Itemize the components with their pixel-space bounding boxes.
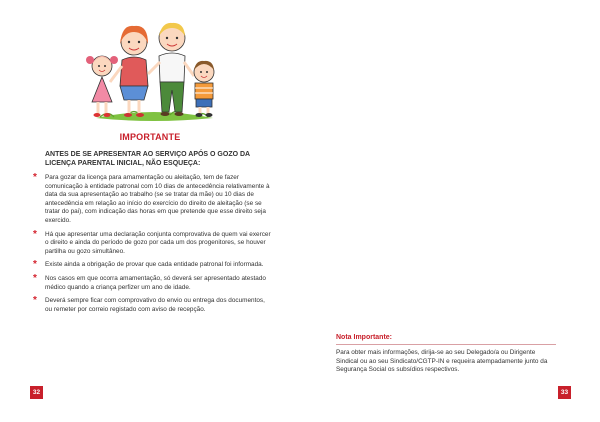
list-item <box>33 228 271 257</box>
note-text: Para obter mais informações, dirija-se ao seu Delegado/a ou Dirigente Sindical ou ao seu Sindicato/CGTP-IN e requeira atempadamente junto da Segurança Social os subsídios respectivos. <box>336 349 548 374</box>
list-item <box>33 272 271 292</box>
important-note <box>336 334 556 375</box>
note-title: Nota Importante: <box>336 334 556 345</box>
page-number-left: 32 <box>30 386 43 399</box>
list-item <box>33 174 271 226</box>
mother-figure <box>110 26 148 117</box>
right-page <box>300 0 600 422</box>
red-asterisk-icon: * <box>33 272 37 284</box>
father-figure <box>148 23 194 116</box>
section-heading: IMPORTANTE <box>119 132 181 142</box>
list-item <box>33 261 271 270</box>
bullet-list <box>33 174 271 319</box>
bullet-text: Deverá sempre ficar com comprovativo do envio ou entrega dos documentos, ou remeter por correio registado com aviso de recepção. <box>45 297 265 313</box>
red-asterisk-icon: * <box>33 172 37 183</box>
page-number-right: 33 <box>558 386 571 399</box>
family-illustration <box>78 14 228 124</box>
intro-text: ANTES DE SE APRESENTAR AO SERVIÇO APÓS O GOZO DA LICENÇA PARENTAL INICIAL, NÃO ESQUEÇA: <box>45 151 250 167</box>
girl-figure <box>86 56 118 117</box>
list-item <box>33 297 271 314</box>
red-asterisk-icon: * <box>33 259 37 271</box>
bullet-text: Existe ainda a obrigação de provar que cada entidade patronal foi informada. <box>45 261 264 269</box>
red-asterisk-icon: * <box>33 228 37 240</box>
bullet-text: Nos casos em que ocorra amamentação, só deverá ser apresentado atestado médico quando a criança perfizer um ano de idade. <box>45 274 266 291</box>
red-asterisk-icon: * <box>33 295 37 307</box>
boy-figure <box>194 61 214 117</box>
bullet-text: Para gozar da licença para amamentação ou aleitação, tem de fazer comunicação à entidade patronal com 10 dias de antecedência relativamente à data da sua apresentação ao trabalho (se se tratar da mãe) ou 10 dias de antecedência em relação ao início do exercício do direito de aleitação (se se tratar do pai), com indicação das horas em que pretende que esse direito seja exercido. <box>45 174 270 224</box>
bullet-text: Há que apresentar uma declaração conjunta comprovativa de quem vai exercer o direito e ainda do período de gozo por cada um dos progenitores, se houver partilha ou gozo simultâneo. <box>45 230 271 255</box>
